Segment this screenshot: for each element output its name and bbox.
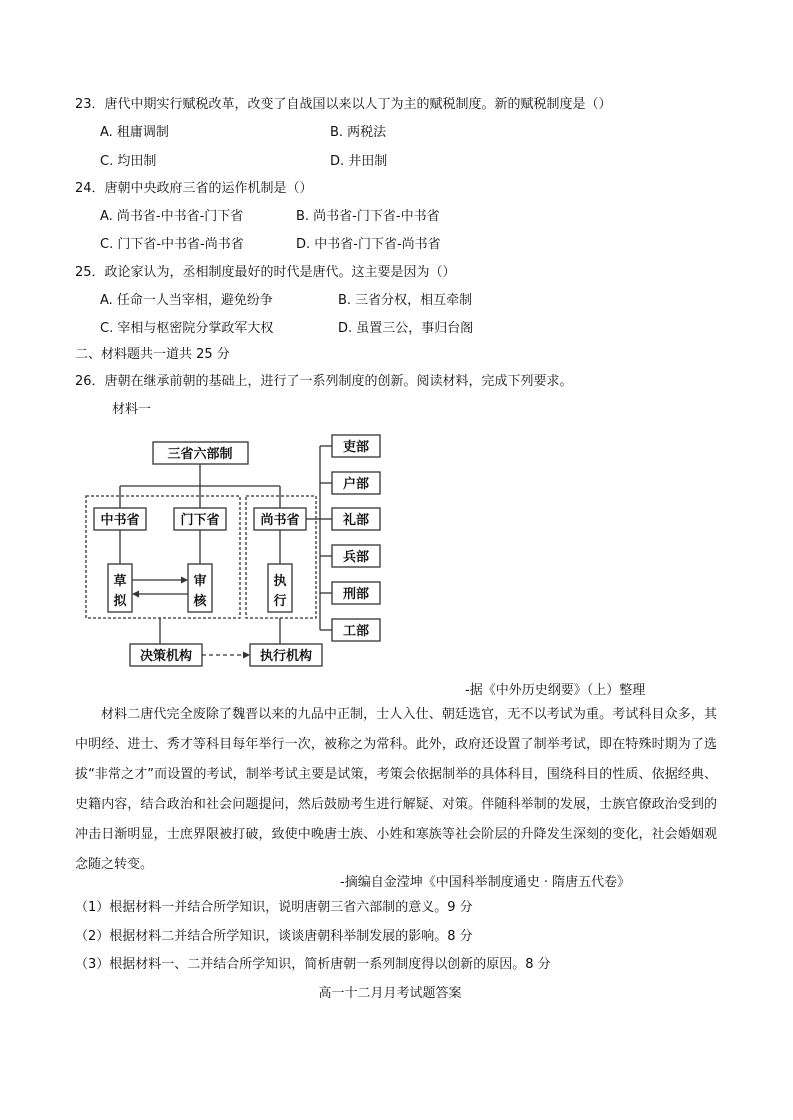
q25-stem: 25．政论家认为，丞相制度最好的时代是唐代。这主要是因为（） <box>75 265 456 280</box>
diagram-zhixing-2: 行 <box>273 594 287 609</box>
diagram-dept-xing: 刑部 <box>342 587 370 602</box>
section-heading: 二、材料题共一道共 25 分 <box>75 347 230 362</box>
q25-option-c: C. 宰相与枢密院分掌政军大权 <box>100 321 274 336</box>
q24-option-d: D. 中书省-门下省-尚书省 <box>296 237 441 252</box>
material2-source: -摘编自金滢坤《中国科举制度通史 · 隋唐五代卷》 <box>340 875 631 890</box>
diagram-dept-hu: 户部 <box>342 477 370 492</box>
material2-paragraph: 材料二唐代完全废除了魏晋以来的九品中正制，士人入仕、朝廷选官，无不以考试为重。考试科目众多，其中明经、进士、秀才等科目每年举行一次，被称之为常科。此外，政府还设置了制举考试，即在特殊时期为了选拔“非常之才”而设置的考试，制举考试主要是试策，考策会依据制举的具体科目，围绕科目的性质、依据经典、史籍内容，结合政治和社会问题提问，然后鼓励考生进行解疑、对策。伴随科举制的发展，士族官僚政治受到的冲击日渐明显，士庶界限被打破，致使中晚唐士族、小姓和寒族等社会阶层的升降发生深刻的变化，社会婚姻观念随之转变。 <box>75 707 717 872</box>
diagram-dept-li-rites: 礼部 <box>342 513 370 528</box>
q25-option-d: D. 虽置三公，事归台阁 <box>338 321 474 336</box>
diagram-shenhe-1: 审 <box>193 574 207 589</box>
q24-option-c: C. 门下省-中书省-尚书省 <box>100 237 244 252</box>
diagram-dept-li: 吏部 <box>342 440 370 455</box>
diagram-shenhe-2: 核 <box>193 594 207 609</box>
q24-stem: 24．唐朝中央政府三省的运作机制是（） <box>75 181 313 196</box>
q24-option-a: A. 尚书省-中书省-门下省 <box>100 209 244 224</box>
diagram-juece: 决策机构 <box>139 649 193 664</box>
diagram-shangshu: 尚书省 <box>260 513 300 528</box>
q23-stem: 23．唐代中期实行赋税改革，改变了自战国以来以人丁为主的赋税制度。新的赋税制度是（） <box>75 97 612 112</box>
q23-option-b: B. 两税法 <box>330 125 387 140</box>
diagram-dept-gong: 工部 <box>342 624 370 639</box>
q23-option-a: A. 租庸调制 <box>100 125 169 140</box>
diagram-caoni-2: 拟 <box>113 594 127 609</box>
diagram-zhixing-1: 执 <box>273 574 287 589</box>
q25-option-a: A. 任命一人当宰相，避免纷争 <box>100 293 273 308</box>
q26-stem: 26．唐朝在继承前朝的基础上，进行了一系列制度的创新。阅读材料，完成下列要求。 <box>75 374 573 389</box>
answer-title: 高一十二月月考试题答案 <box>318 986 462 1001</box>
q25-option-b: B. 三省分权，相互牵制 <box>338 293 473 308</box>
diagram-zhongshu: 中书省 <box>100 513 140 528</box>
sub-question-2: （2）根据材料二并结合所学知识，谈谈唐朝科举制发展的影响。8 分 <box>75 929 473 944</box>
q23-option-d: D. 井田制 <box>330 154 388 169</box>
diagram-dept-bing: 兵部 <box>342 550 370 565</box>
diagram-zhixing-jigou: 执行机构 <box>259 649 313 664</box>
diagram-caoni-1: 草 <box>113 574 127 589</box>
material1-label: 材料一 <box>112 402 152 417</box>
diagram-menxia: 门下省 <box>180 513 220 528</box>
diagram-top-label: 三省六部制 <box>167 447 233 462</box>
sub-question-1: （1）根据材料一并结合所学知识，说明唐朝三省六部制的意义。9 分 <box>75 900 473 915</box>
material1-source: -据《中外历史纲要》（上）整理 <box>465 683 646 698</box>
q23-option-c: C. 均田制 <box>100 154 157 169</box>
sub-question-3: （3）根据材料一、二并结合所学知识，简析唐朝一系列制度得以创新的原因。8 分 <box>75 957 551 972</box>
three-departments-six-ministries-diagram <box>80 428 390 673</box>
q24-option-b: B. 尚书省-门下省-中书省 <box>296 209 440 224</box>
